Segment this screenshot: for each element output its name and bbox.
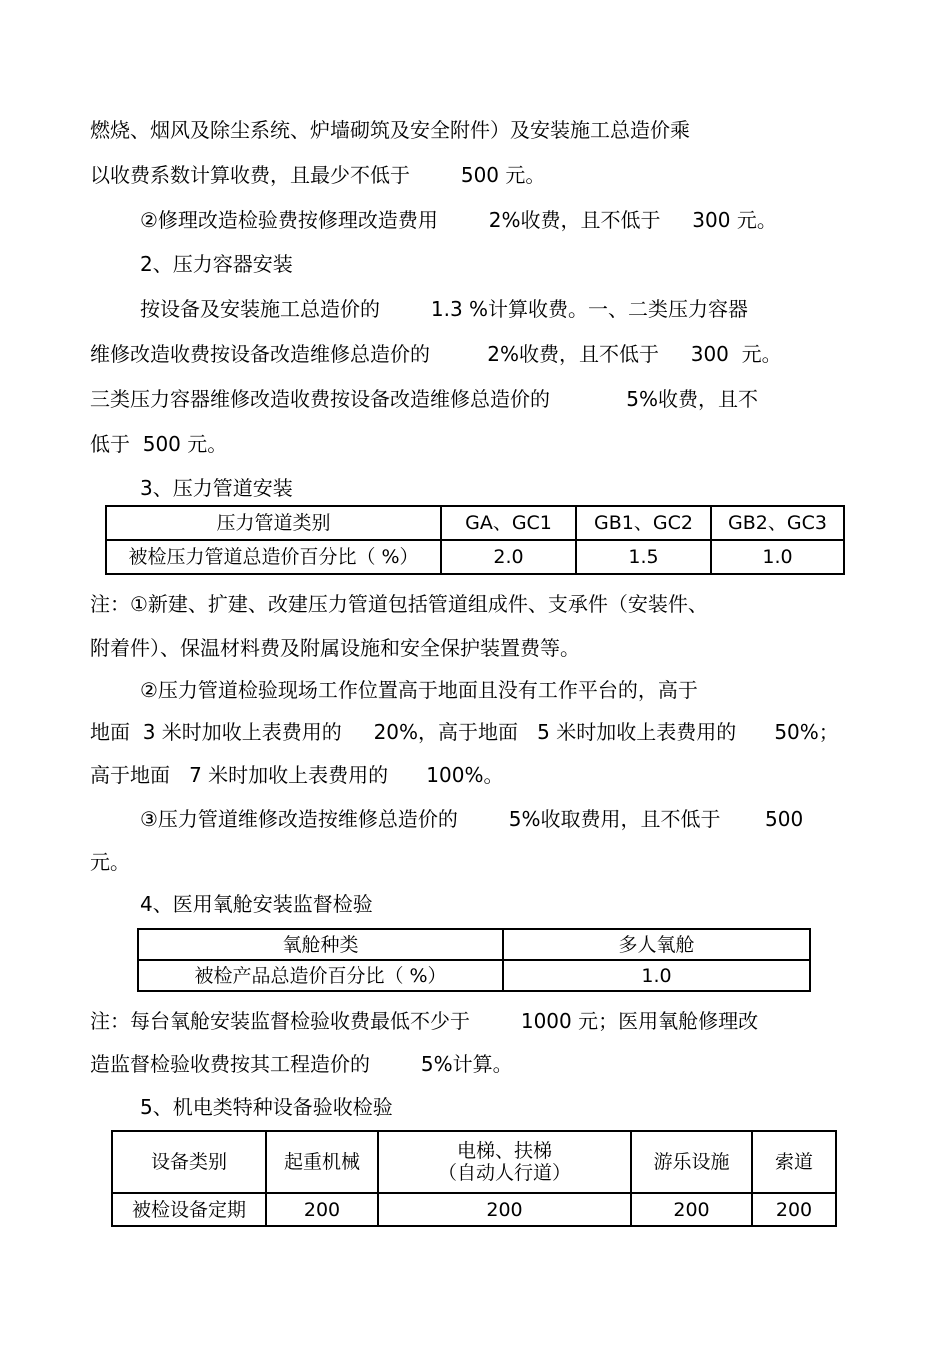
note-6: ③压力管道维修改造按维修总造价的 5%收取费用，且不低于 500 xyxy=(140,807,804,831)
table-cell: 200 xyxy=(266,1193,378,1226)
line-p5: 按设备及安装施工总造价的 1.3 %计算收费。一、二类压力容器 xyxy=(140,297,749,321)
table-cell: 被检压力管道总造价百分比（ %） xyxy=(106,540,441,574)
note-2: 附着件）、保温材料费及附属设施和安全保护装置费等。 xyxy=(90,636,580,660)
table-cell: 设备类别 xyxy=(112,1131,266,1193)
oxygen-chamber-table xyxy=(137,928,811,992)
table-header-row xyxy=(106,506,844,540)
note-8: 注：每台氧舱安装监督检验收费最低不少于 1000 元；医用氧舱修理改 xyxy=(90,1009,759,1033)
note-1: 注：①新建、扩建、改建压力管道包括管道组成件、支承件（安装件、 xyxy=(90,592,708,616)
section-heading-4: 4、医用氧舱安装监督检验 xyxy=(140,892,373,916)
note-4: 地面 3 米时加收上表费用的 20%，高于地面 5 米时加收上表费用的 50%； xyxy=(90,720,839,744)
header-line: （自动人行道） xyxy=(437,1162,571,1184)
equipment-fee-table xyxy=(111,1130,837,1227)
table-row xyxy=(106,540,844,574)
section-heading-2: 2、压力容器安装 xyxy=(140,252,293,276)
section-heading-5: 5、机电类特种设备验收检验 xyxy=(140,1095,393,1119)
section-heading-3: 3、压力管道安装 xyxy=(140,476,293,500)
table-cell: 200 xyxy=(752,1193,836,1226)
table-row xyxy=(112,1193,836,1226)
table-cell: 200 xyxy=(631,1193,752,1226)
table-cell: 200 xyxy=(378,1193,631,1226)
table-cell xyxy=(378,1131,631,1193)
table-cell: 被检产品总造价百分比（ %） xyxy=(138,960,503,991)
line-p6: 维修改造收费按设备改造维修总造价的 2%收费，且不低于 300 元。 xyxy=(90,342,782,366)
pipe-fee-table xyxy=(105,505,845,575)
table-header-row xyxy=(112,1131,836,1193)
header-line: 电梯、扶梯 xyxy=(456,1140,552,1162)
table-cell: 起重机械 xyxy=(266,1131,378,1193)
table-cell: 1.0 xyxy=(711,540,844,574)
table-cell: 压力管道类别 xyxy=(106,506,441,540)
table-cell: 2.0 xyxy=(441,540,576,574)
table-cell: 被检设备定期 xyxy=(112,1193,266,1226)
note-5: 高于地面 7 米时加收上表费用的 100%。 xyxy=(90,763,504,787)
table-cell: 1.0 xyxy=(503,960,810,991)
note-3: ②压力管道检验现场工作位置高于地面且没有工作平台的，高于 xyxy=(140,678,698,702)
line-p1: 燃烧、烟风及除尘系统、炉墙砌筑及安全附件）及安装施工总造价乘 xyxy=(90,118,690,142)
note-9: 造监督检验收费按其工程造价的 5%计算。 xyxy=(90,1052,513,1076)
line-p3: ②修理改造检验费按修理改造费用 2%收费，且不低于 300 元。 xyxy=(140,208,777,232)
note-7: 元。 xyxy=(90,850,130,874)
table-header-row xyxy=(138,929,810,960)
table-cell: 1.5 xyxy=(576,540,711,574)
table-row xyxy=(138,960,810,991)
table-cell: GB2、GC3 xyxy=(711,506,844,540)
line-p7: 三类压力容器维修改造收费按设备改造维修总造价的 5%收费，且不 xyxy=(90,387,759,411)
line-p2: 以收费系数计算收费，且最少不低于 500 元。 xyxy=(90,163,546,187)
table-cell: GA、GC1 xyxy=(441,506,576,540)
line-p8: 低于 500 元。 xyxy=(90,432,228,456)
table-cell: 游乐设施 xyxy=(631,1131,752,1193)
table-cell: 氧舱种类 xyxy=(138,929,503,960)
table-cell: 索道 xyxy=(752,1131,836,1193)
table-cell: GB1、GC2 xyxy=(576,506,711,540)
table-cell: 多人氧舱 xyxy=(503,929,810,960)
